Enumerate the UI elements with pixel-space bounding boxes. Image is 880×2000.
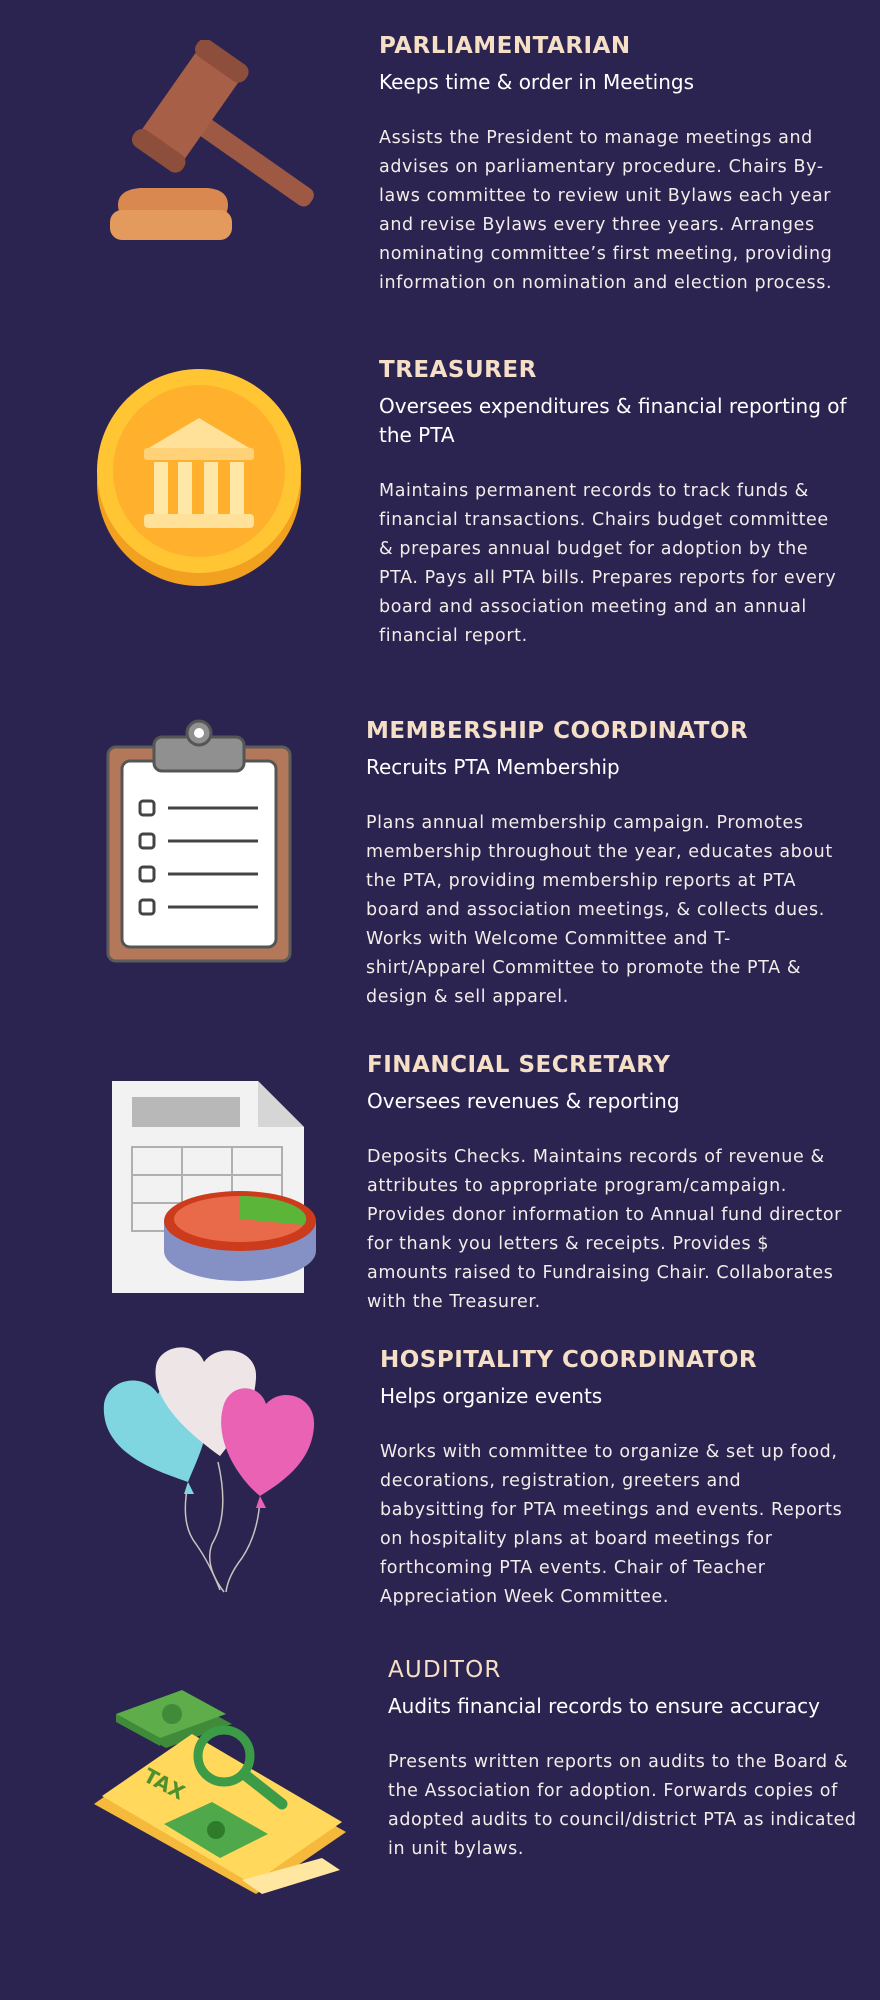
role-subtitle: Oversees revenues & reporting — [367, 1089, 680, 1113]
role-title: MEMBERSHIP COORDINATOR — [366, 718, 749, 744]
role-description: Plans annual membership campaign. Promotes membership throughout the year, educates about the PTA, providing membership reports at PTA board and association meetings, & collects dues. Works with Welcome Committee and T-shirt/Apparel Committee to promote the PTA & design & sell apparel. — [366, 813, 833, 1007]
clipboard-checklist-icon — [104, 717, 294, 971]
bank-coin-icon — [94, 366, 304, 590]
role-subtitle: Audits financial records to ensure accuracy — [388, 1694, 821, 1718]
role-title: FINANCIAL SECRETARY — [367, 1052, 671, 1078]
role-title: PARLIAMENTARIAN — [379, 33, 631, 59]
role-description: Assists the President to manage meetings and advises on parliamentary procedure. Chairs By-laws committee to review unit Bylaws each year and revise Bylaws every three years. Arranges nominating committee’s first meeting, providing information on nomination and election process. — [379, 128, 833, 293]
tax-label: TAX — [139, 1763, 189, 1805]
role-subtitle: Recruits PTA Membership — [366, 755, 620, 779]
gavel-icon — [100, 40, 340, 254]
role-title: HOSPITALITY COORDINATOR — [380, 1347, 758, 1373]
role-description: Works with committee to organize & set up food, decorations, registration, greeters and babysitting for PTA meetings and events. Reports on hospitality plans at board meetings for forthcoming PTA events. Chair of Teacher Appreciation Week Committee. — [380, 1442, 843, 1607]
role-subtitle: Oversees expenditures & financial reporting of the PTA — [379, 394, 847, 447]
role-subtitle: Keeps time & order in Meetings — [379, 70, 695, 94]
report-pie-chart-icon — [108, 1079, 328, 1303]
role-description: Maintains permanent records to track funds & financial transactions. Chairs budget committee & prepares annual budget for adoption by the PTA. Pays all PTA bills. Prepares reports for every board and association meeting and an annual financial report. — [379, 481, 837, 646]
role-subtitle: Helps organize events — [380, 1384, 603, 1408]
tax-magnifier-icon — [92, 1684, 352, 1908]
role-description: Presents written reports on audits to the Board & the Association for adoption. Forwards copies of adopted audits to council/district PTA as indicated in unit bylaws. — [388, 1752, 857, 1859]
role-description: Deposits Checks. Maintains records of revenue & attributes to appropriate program/campaign. Provides donor information to Annual fund director for thank you letters & receipts. Provides $ amounts raised to Fundraising Chair. Collaborates with the Treasurer. — [367, 1147, 842, 1312]
heart-balloons-icon — [100, 1344, 340, 1608]
role-title: AUDITOR — [388, 1657, 502, 1683]
role-title: TREASURER — [379, 357, 537, 383]
